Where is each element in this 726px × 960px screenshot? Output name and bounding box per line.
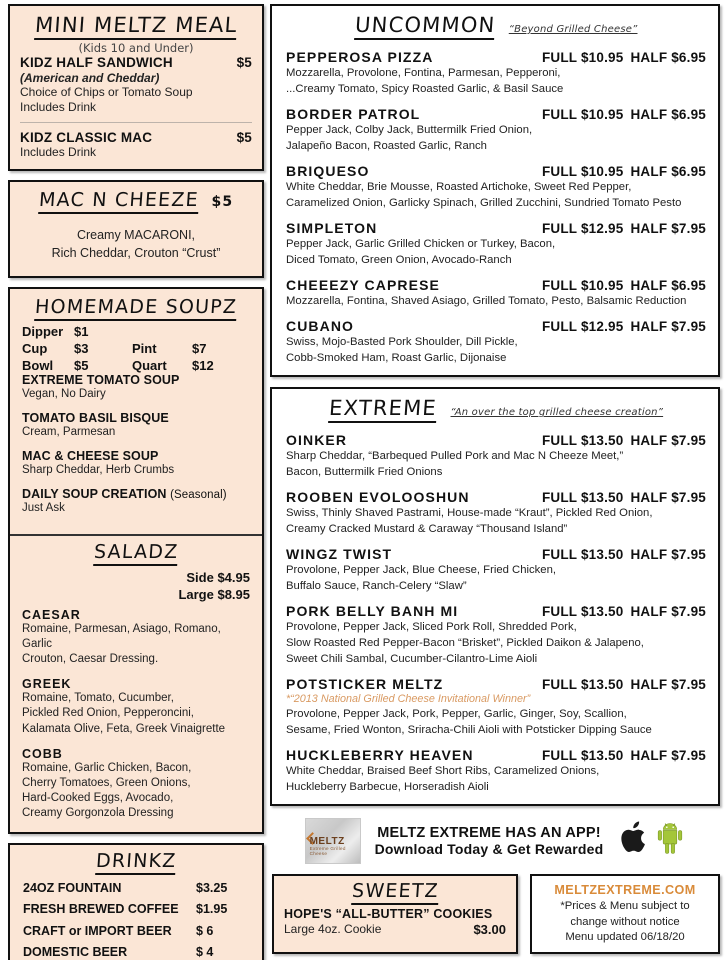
meltz-logo-text: MELTZ [309, 836, 345, 848]
menu-item [22, 373, 250, 402]
item-price-full: FULL $13.50 [541, 748, 624, 764]
soup-size-label: Dipper [22, 324, 64, 340]
soup-size-price: $1 [74, 324, 89, 340]
item-desc: Pepper Jack, Colby Jack, Buttermilk Fried Onion, [286, 124, 533, 137]
soup-name: EXTREME TOMATO SOUP [22, 373, 180, 388]
menu-item [286, 318, 706, 366]
drink-row [23, 878, 250, 900]
mac-desc-line-1: Creamy MACARONI, [76, 228, 196, 242]
item-name: POTSTICKER MELTZ [286, 676, 444, 693]
menu-item [22, 608, 250, 668]
item-price-half: HALF $7.95 [630, 547, 706, 563]
drink-row [23, 942, 250, 960]
soup-seasonal-tag: (Seasonal) [170, 489, 227, 502]
menu-item [286, 432, 706, 480]
salad-desc: Hard-Cooked Eggs, Avocado, [22, 792, 174, 805]
item-price-full: FULL $10.95 [541, 164, 624, 180]
kidz-item-price: $5 [236, 55, 252, 70]
item-price [542, 164, 706, 179]
item-name: BRIQUESO [286, 163, 370, 180]
soup-desc: Vegan, No Dairy [22, 388, 106, 401]
android-robot-icon[interactable] [655, 822, 685, 861]
menu-item [286, 106, 706, 154]
soup-name-text: DAILY SOUP CREATION [22, 487, 167, 502]
item-price [542, 319, 706, 334]
menu-item [20, 130, 252, 160]
item-price-full: FULL $10.95 [541, 107, 624, 123]
item-price-half: HALF $7.95 [630, 319, 706, 335]
uncommon-title: UNCOMMON “Beyond Grilled Cheese” [286, 13, 706, 40]
sweetz-item-name: HOPE'S “ALL-BUTTER” COOKIES [284, 907, 493, 922]
item-price-full: FULL $10.95 [541, 278, 624, 294]
soup-size-price2 [192, 324, 250, 339]
item-desc: Mozzarella, Provolone, Fontina, Parmesan, Pepperoni, [286, 67, 561, 79]
mac-n-cheeze-title: MAC N CHEEZE $5 [20, 189, 252, 214]
meltz-logo-subtext: Extreme Grilled Cheese [309, 846, 346, 857]
saladz-section [10, 536, 262, 832]
item-price-half: HALF $6.95 [630, 164, 706, 180]
drink-name: 24OZ FOUNTAIN [23, 880, 122, 895]
drink-price: $1.95 [196, 902, 228, 916]
sweetz-item-price: $3.00 [473, 922, 506, 938]
drink-name: DOMESTIC BEER [23, 945, 128, 959]
soup-size-price2: $7 [192, 341, 207, 357]
bottom-row [270, 874, 720, 954]
item-desc: Pepper Jack, Garlic Grilled Chicken or Turkey, Bacon, [286, 238, 556, 251]
item-name: WINGZ TWIST [286, 546, 393, 563]
item-name: PEPPEROSA PIZZA [286, 49, 434, 65]
item-price [542, 604, 706, 619]
salad-desc: Romaine, Parmesan, Asiago, Romano, Garlic [22, 622, 221, 650]
item-price-full: FULL $13.50 [541, 677, 624, 693]
drink-price: $ 6 [196, 923, 214, 938]
soup-size-price2: $12 [192, 358, 214, 374]
mac-n-cheeze-box [8, 180, 264, 278]
kidz-item-note: Choice of Chips or Tomato Soup [20, 85, 193, 99]
kidz-item-name: KIDZ HALF SANDWICH [20, 55, 173, 70]
item-desc: Diced Tomato, Green Onion, Avocado-Ranch [286, 254, 512, 267]
salad-desc: Crouton, Caesar Dressing. [22, 653, 159, 666]
mini-meltz-meal-title: MINI MELTZ MEAL [20, 13, 252, 40]
item-price-half: HALF $6.95 [630, 107, 706, 123]
sweetz-item-desc: Large 4oz. Cookie [284, 922, 382, 937]
app-promo-line-2: Download Today & Get Rewarded [374, 841, 604, 858]
item-desc: Swiss, Thinly Shaved Pastrami, House-made “Kraut”, Pickled Red Onion, [286, 507, 653, 520]
item-price-half: HALF $7.95 [630, 490, 706, 506]
menu-item [286, 163, 706, 211]
item-name: PORK BELLY BANH MI [286, 603, 459, 620]
store-icons [617, 821, 685, 862]
item-desc: Sesame, Fried Wonton, Sriracha-Chili Aioli with Potsticker Dipping Sauce [286, 724, 652, 737]
kidz-item-note: Includes Drink [20, 100, 97, 114]
menu-item [286, 603, 706, 667]
extreme-tagline: “An over the top grilled cheese creation” [450, 407, 664, 419]
item-desc: Provolone, Pepper Jack, Blue Cheese, Fried Chicken, [286, 564, 557, 577]
website-url[interactable]: MELTZEXTREME.COM [554, 883, 696, 898]
drink-name: CRAFT or IMPORT BEER [23, 923, 172, 938]
soup-size-label: Cup [22, 341, 48, 357]
app-promo-line-1: MELTZ EXTREME HAS AN APP! [377, 825, 601, 842]
salad-desc: Romaine, Garlic Chicken, Bacon, [22, 761, 192, 774]
salad-name: COBB [22, 746, 63, 761]
salad-price-side: Side $4.95 [186, 570, 250, 585]
mac-n-cheeze-desc [10, 214, 262, 276]
divider [20, 122, 252, 123]
right-column [264, 4, 720, 956]
menu-item [22, 747, 250, 822]
drink-row [23, 921, 250, 943]
menu-item [22, 449, 250, 478]
website-note-line-2: change without notice [570, 915, 680, 928]
kidz-item-name: KIDZ CLASSIC MAC [20, 130, 153, 145]
sweetz-item-row [284, 922, 506, 937]
item-price [542, 677, 706, 692]
soup-size-table [22, 324, 250, 373]
item-price-full: FULL $13.50 [541, 490, 624, 506]
uncommon-box [270, 4, 720, 377]
item-desc: ...Creamy Tomato, Spicy Roasted Garlic, & Basil Sauce [286, 83, 564, 96]
item-price [542, 50, 706, 65]
kidz-item-note-italic: (American and Cheddar) [20, 71, 160, 85]
item-name: SIMPLETON [286, 220, 378, 237]
salad-price-large: Large $8.95 [178, 586, 250, 602]
menu-item [286, 277, 706, 309]
meltz-logo [305, 818, 361, 864]
item-price-full: FULL $10.95 [541, 50, 624, 65]
item-desc: Creamy Cracked Mustard & Caraway “Thousand Island” [286, 523, 568, 536]
item-desc: Swiss, Mojo-Basted Pork Shoulder, Dill Pickle, [286, 336, 518, 349]
item-desc: Huckleberry Barbecue, Horseradish Aioli [286, 781, 489, 794]
item-price-full: FULL $13.50 [541, 433, 624, 449]
mini-meltz-meal-subtitle: (Kids 10 and Under) [78, 41, 194, 55]
menu-item [286, 747, 706, 795]
app-promo-banner [270, 816, 720, 864]
soup-size-label2: Pint [132, 341, 157, 357]
item-price [542, 433, 706, 448]
soup-desc: Just Ask [22, 502, 65, 515]
item-price [542, 278, 706, 293]
salad-desc: Romaine, Tomato, Cucumber, [22, 692, 174, 705]
item-name: OINKER [286, 432, 348, 449]
item-price-half: HALF $7.95 [630, 221, 706, 237]
menu-item [286, 489, 706, 537]
kidz-item-note: Includes Drink [20, 145, 97, 159]
menu-item [286, 49, 706, 97]
menu-item [286, 220, 706, 268]
item-name: ROOBEN EVOLOOSHUN [286, 489, 470, 506]
item-desc: Bacon, Buttermilk Fried Onions [286, 466, 443, 479]
item-price [542, 221, 706, 236]
app-promo-text [375, 825, 604, 857]
item-price-full: FULL $12.95 [541, 221, 624, 237]
menu-item [286, 546, 706, 594]
item-price-full: FULL $12.95 [541, 319, 624, 335]
item-price-half: HALF $6.95 [630, 50, 706, 65]
extreme-box [270, 387, 720, 806]
soup-size-label2 [132, 324, 192, 339]
salad-desc: Creamy Gorgonzola Dressing [22, 807, 174, 820]
menu-item [22, 677, 250, 737]
item-name: BORDER PATROL [286, 106, 421, 123]
item-price-half: HALF $6.95 [630, 278, 706, 294]
salad-name: GREEK [22, 677, 72, 692]
item-desc: Slow Roasted Red Pepper-Bacon “Brisket”, Pickled Daikon & Jalapeno, [286, 637, 644, 650]
item-price-full: FULL $13.50 [541, 604, 624, 620]
menu-item [286, 676, 706, 738]
soup-name: MAC & CHEESE SOUP [22, 449, 159, 464]
item-desc: White Cheddar, Brie Mousse, Roasted Artichoke, Sweet Red Pepper, [286, 181, 632, 194]
item-desc: Caramelized Onion, Garlicky Spinach, Grilled Zucchini, Sundried Tomato Pesto [286, 197, 682, 210]
extreme-title: EXTREME “An over the top grilled cheese creation” [286, 396, 706, 423]
soup-size-label2: Quart [132, 358, 167, 374]
drink-row [23, 899, 250, 921]
kidz-item-price: $5 [236, 130, 252, 145]
item-price [542, 547, 706, 562]
homemade-soupz-title: HOMEMADE SOUPZ [22, 296, 250, 321]
soup-size-price: $5 [74, 358, 89, 374]
item-desc: Cobb-Smoked Ham, Roast Garlic, Dijonaise [286, 352, 507, 365]
item-price-half: HALF $7.95 [630, 433, 706, 449]
item-award-note: *“2013 National Grilled Cheese Invitational Winner” [286, 693, 531, 706]
item-price-half: HALF $7.95 [630, 748, 706, 764]
homemade-soupz-box [8, 287, 264, 833]
sweetz-box [272, 874, 518, 954]
item-name: CHEEEZY CAPRESE [286, 277, 440, 294]
sweetz-title: SWEETZ [284, 880, 506, 905]
website-note-line-1: *Prices & Menu subject to [560, 900, 690, 913]
soup-name [22, 487, 250, 501]
menu-item [22, 411, 250, 440]
item-desc: Jalapeño Bacon, Roasted Garlic, Ranch [286, 140, 487, 153]
mac-desc-line-2: Rich Cheddar, Crouton “Crust” [51, 246, 221, 261]
item-desc: Mozzarella, Fontina, Shaved Asiago, Grilled Tomato, Pesto, Balsamic Reduction [286, 295, 687, 308]
item-name: HUCKLEBERRY HEAVEN [286, 747, 474, 764]
mac-n-cheeze-price: $5 [211, 194, 234, 210]
item-desc: Sweet Chili Sambal, Cucumber-Cilantro-Lime Aioli [286, 653, 538, 666]
drinkz-title: DRINKZ [23, 850, 250, 875]
menu-item [22, 487, 250, 516]
soup-size-label: Bowl [22, 358, 54, 374]
item-price-full: FULL $13.50 [541, 547, 624, 563]
mini-meltz-meal-box [8, 4, 264, 171]
website-info-box [530, 874, 720, 954]
item-desc: White Cheddar, Braised Beef Short Ribs, Caramelized Onions, [286, 765, 600, 778]
item-desc: Provolone, Pepper Jack, Pork, Pepper, Garlic, Ginger, Soy, Scallion, [286, 708, 627, 721]
soup-desc: Sharp Cheddar, Herb Crumbs [22, 464, 175, 477]
salad-name: CAESAR [22, 607, 81, 622]
item-price [542, 490, 706, 505]
item-desc: Provolone, Pepper Jack, Sliced Pork Roll, Shredded Pork, [286, 621, 577, 634]
item-price-half: HALF $7.95 [630, 604, 706, 620]
drink-price: $ 4 [196, 945, 214, 959]
item-name: CUBANO [286, 318, 355, 335]
item-desc: Buffalo Sauce, Ranch-Celery “Slaw” [286, 580, 467, 593]
item-price [542, 748, 706, 763]
left-column [8, 4, 264, 959]
salad-desc: Kalamata Olive, Feta, Greek Vinaigrette [22, 722, 226, 735]
website-note-line-3: Menu updated 06/18/20 [565, 930, 685, 943]
item-price-half: HALF $7.95 [630, 677, 706, 693]
uncommon-tagline: “Beyond Grilled Cheese” [508, 24, 638, 35]
drink-name: FRESH BREWED COFFEE [23, 902, 179, 916]
salad-desc: Pickled Red Onion, Pepperoncini, [22, 707, 194, 720]
item-desc: Sharp Cheddar, “Barbequed Pulled Pork and Mac N Cheeze Meet,” [286, 450, 624, 463]
soup-desc: Cream, Parmesan [22, 426, 116, 439]
drink-price: $3.25 [196, 880, 228, 895]
salad-desc: Cherry Tomatoes, Green Onions, [22, 776, 191, 789]
soup-name: TOMATO BASIL BISQUE [22, 411, 169, 426]
apple-logo-icon[interactable] [617, 821, 647, 862]
item-price [542, 107, 706, 122]
soup-size-price: $3 [74, 341, 89, 357]
saladz-title: SALADZ [22, 541, 250, 566]
menu-item [20, 55, 252, 115]
drinkz-box [8, 843, 264, 960]
